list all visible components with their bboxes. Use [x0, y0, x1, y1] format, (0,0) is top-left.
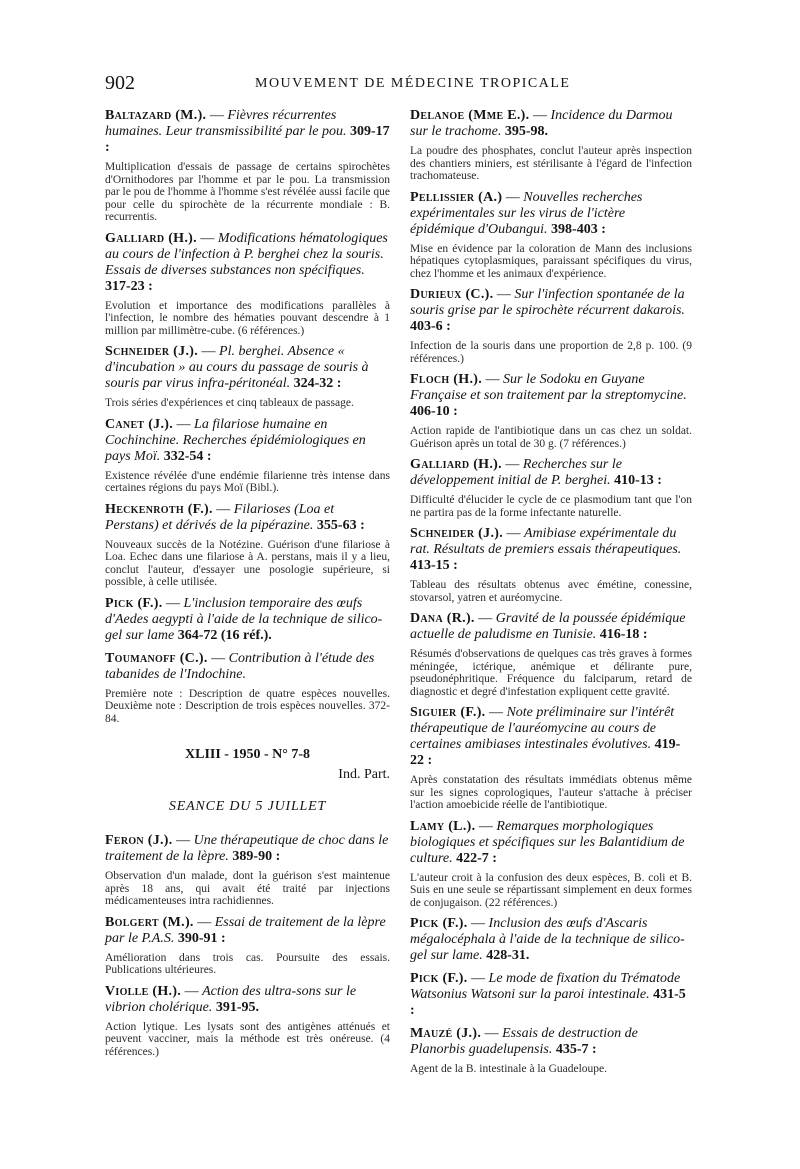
entry-pages: 355-63 : — [316, 517, 365, 533]
entry-pages: 398-403 : — [551, 221, 606, 237]
entry-author: Dana (R.). — [410, 611, 475, 626]
entry-reference: Floch (H.). — Sur le Sodoku en Guyane Française et son traitement par la streptomycine. 406-10 : — [410, 372, 687, 419]
entry-reference: Baltazard (M.). — Fièvres récurrentes humaines. Leur transmissibilité par le pou. 309-17 : — [105, 108, 390, 155]
entry-abstract: Multiplication d'essais de passage de certains spirochètes d'Ornithodores par l'homme et par le pou. La transmission par le pou de l'homme à l'homme s'est révélée aussi facile que pour celle du spirochète de la récurrente mondiale : B. recurrentis. — [105, 161, 390, 223]
entry-reference: Pellissier (A.) — Nouvelles recherches expérimentales sur les virus de l'ictère épidémique d'Oubangui. 398-403 : — [410, 189, 643, 237]
entry-pages: 390-91 : — [177, 930, 226, 946]
entry-title: Note préliminaire sur l'intérêt thérapeutique de l'auréomycine au cours de certaines amibiases intestinales évolutives. — [410, 705, 675, 752]
entry-pages: 332-54 : — [163, 448, 212, 464]
entry-title: Recherches sur le développement initial de P. berghei. — [410, 457, 622, 488]
entry-pages: 422-7 : — [456, 850, 497, 866]
entry-title: Amibiase expérimentale du rat. Résultats de premiers essais thérapeutiques. — [410, 526, 682, 557]
entry-author: Baltazard (M.). — [105, 108, 207, 123]
entry-abstract: Trois séries d'expériences et cinq tableaux de passage. — [105, 397, 354, 409]
bibliography-entry — [410, 190, 692, 281]
entry-reference: Pick (F.). — Inclusion des œufs d'Ascaris mégalocéphala à l'aide de la technique de silico-gel sur lame. 428-31. — [410, 916, 685, 963]
entry-title: Une thérapeutique de choc dans le traitement de la lèpre. — [105, 833, 389, 864]
entry-pages: 403-6 : — [410, 319, 451, 334]
entry-author: Delanoe (Mme E.). — [410, 108, 530, 123]
entry-title: Essais de destruction de Planorbis guadelupensis. — [410, 1026, 638, 1057]
entry-author: Toumanoff (C.). — [105, 650, 208, 666]
entry-abstract: Première note : Description de quatre espèces nouvelles. Deuxième note : Description de trois espèces nouvelles. 372-84. — [105, 687, 390, 725]
bibliography-entry — [105, 231, 390, 338]
bibliography-entry — [410, 611, 692, 698]
entry-pages: 435-7 : — [555, 1042, 597, 1057]
entry-title: Modifications hématologiques au cours de l'infection à P. berghei chez la souris. Essais de diverses substances non spécifiques. — [105, 230, 388, 278]
page-number: 902 — [105, 72, 135, 94]
bibliography-entry — [105, 344, 390, 410]
entry-pages: 324-32 : — [293, 376, 342, 391]
bibliography-entry — [410, 457, 692, 519]
entry-abstract: Agent de la B. intestinale à la Guadeloupe. — [410, 1063, 608, 1075]
bibliography-entry — [105, 108, 390, 224]
entry-pages: 389-90 : — [232, 849, 281, 864]
entry-reference: Canet (J.). — La filariose humaine en Cochinchine. Recherches épidémiologiques en pays Moï. 332-54 : — [105, 416, 366, 464]
entry-author: Pick (F.). — [105, 595, 163, 611]
issue-heading: XLIII - 1950 - N° 7-8 — [185, 747, 310, 762]
entry-title: Remarques morphologiques biologiques et spécifiques sur les Balantidium de culture. — [410, 818, 685, 866]
entry-author: Schneider (J.). — [410, 526, 504, 541]
entry-reference: Galliard (H.). — Recherches sur le développement initial de P. berghei. 410-13 : — [410, 457, 662, 488]
bibliography-entry — [105, 984, 390, 1059]
page-header — [105, 72, 710, 98]
entry-reference: Mauzé (J.). — Essais de destruction de Planorbis guadelupensis. 435-7 : — [410, 1026, 638, 1057]
entry-title: Sur l'infection spontanée de la souris grise par le spirochète récurrent dakarois. — [410, 287, 685, 318]
entry-title: Gravité de la poussée épidémique actuelle de paludisme en Tunisie. — [410, 611, 686, 642]
bibliography-entry — [410, 1026, 692, 1076]
entry-abstract: Action rapide de l'antibiotique dans un cas chez un soldat. Guérison après un total de 30 g. (7 références.) — [410, 425, 692, 450]
bibliography-entry — [410, 108, 692, 183]
entry-author: Feron (J.). — [105, 833, 173, 848]
entry-reference: Schneider (J.). — Amibiase expérimentale du rat. Résultats de premiers essais thérapeutiques. 413-15 : — [410, 526, 682, 573]
entry-reference: Schneider (J.). — Pl. berghei. Absence « d'incubation » au cours du passage de souris à souris par virus infra-péritonéal. 324-32 : — [105, 344, 369, 391]
entry-pages: 428-31. — [486, 948, 530, 963]
entry-reference: Bolgert (M.). — Essai de traitement de la lèpre par le P.A.S. 390-91 : — [105, 914, 386, 946]
entry-author: Pick (F.). — [410, 971, 468, 986]
entry-pages: 364-72 (16 réf.). — [177, 627, 272, 643]
entry-title: L'inclusion temporaire des œufs d'Aedes aegypti à l'aide de la technique de silico-gel sur lame — [105, 595, 383, 643]
entry-author: Violle (H.). — [105, 983, 182, 999]
entry-author: Bolgert (M.). — [105, 914, 194, 930]
entry-abstract: Mise en évidence par la coloration de Mann des inclusions hépatiques cytoplasmiques, paraissant spécifiques du virus, chez l'homme et les animaux d'expérience. — [410, 242, 692, 280]
entry-abstract: Evolution et importance des modifications parallèles à l'infection, le nombre des hématies pouvant descendre à 1 million par millimètre-cube. (6 références.) — [105, 299, 390, 337]
entry-title: Incidence du Darmou sur le trachome. — [410, 108, 673, 139]
entry-reference: Violle (H.). — Action des ultra-sons sur le vibrion cholérique. 391-95. — [105, 983, 357, 1015]
entry-abstract: Infection de la souris dans une proportion de 2,8 p. 100. (9 références.) — [410, 340, 692, 365]
entry-author: Durieux (C.). — [410, 287, 494, 302]
entry-author: Pellissier (A.) — [410, 189, 503, 205]
bibliography-entry — [410, 287, 692, 365]
entry-title: Fièvres récurrentes humaines. Leur transmissibilité par le pou. — [105, 108, 347, 139]
running-title: MOUVEMENT DE MÉDECINE TROPICALE — [255, 76, 571, 91]
entry-reference: Durieux (C.). — Sur l'infection spontanée de la souris grise par le spirochète récurrent dakarois. 403-6 : — [410, 287, 685, 334]
left-entries — [105, 108, 390, 725]
entry-author: Pick (F.). — [410, 916, 468, 931]
entry-title: Essai de traitement de la lèpre par le P.A.S. — [105, 914, 386, 946]
bibliography-entry — [410, 971, 692, 1019]
entry-abstract: Action lytique. Les lysats sont des antigènes atténués et peuvent vacciner, mais la méthode est très onéreuse. (4 références.) — [105, 1020, 390, 1058]
bibliography-entry — [410, 372, 692, 450]
entry-title: La filariose humaine en Cochinchine. Recherches épidémiologiques en pays Moï. — [105, 416, 366, 464]
bibliography-entry — [105, 417, 390, 495]
entry-author: Mauzé (J.). — [410, 1026, 482, 1041]
entry-reference: Galliard (H.). — Modifications hématologiques au cours de l'infection à P. berghei chez la souris. Essais de diverses substances non spécifiques. 317-23 : — [105, 230, 388, 294]
bibliography-entry — [105, 833, 390, 908]
entry-reference: Feron (J.). — Une thérapeutique de choc dans le traitement de la lèpre. 389-90 : — [105, 833, 389, 864]
bibliography-entry — [410, 526, 692, 604]
bibliography-entry — [410, 705, 692, 812]
entry-reference: Lamy (L.). — Remarques morphologiques biologiques et spécifiques sur les Balantidium de culture. 422-7 : — [410, 818, 685, 866]
entry-reference: Toumanoff (C.). — Contribution à l'étude des tabanides de l'Indochine. — [105, 650, 375, 682]
entry-reference: Dana (R.). — Gravité de la poussée épidémique actuelle de paludisme en Tunisie. 416-18 : — [410, 611, 686, 642]
entry-author: Heckenroth (F.). — [105, 501, 213, 517]
entry-pages: 309-17 : — [105, 124, 390, 155]
entry-pages: 395-98. — [504, 124, 549, 139]
right-column — [410, 108, 692, 1083]
entry-author: Schneider (J.). — [105, 344, 199, 359]
entry-abstract: L'auteur croit à la confusion des deux espèces, B. coli et B. Suis en une seule se répartissant simplement en deux formes de conjugaison. (22 références.) — [410, 871, 692, 909]
entry-pages: 406-10 : — [410, 404, 458, 419]
entry-abstract: Résumés d'observations de quelques cas très graves à formes méningée, ictérique, anémique et délirante pure, pseudonéphritique. Fréquence du falciparum, retard de diagnostic et degré d'infestation expliquent cette gravité. — [410, 648, 692, 698]
entry-pages: 419-22 : — [410, 737, 681, 768]
entry-author: Canet (J.). — [105, 416, 174, 432]
entry-abstract: Existence révélée d'une endémie filarienne très intense dans certaines régions du pays Moï (Bibl.). — [105, 469, 390, 494]
left-entries-after — [105, 833, 390, 1058]
entry-title: Inclusion des œufs d'Ascaris mégalocéphala à l'aide de la technique de silico-gel sur lame. — [410, 916, 685, 963]
entry-abstract: Tableau des résultats obtenus avec émétine, conessine, stovarsol, yatren et auréomycine. — [410, 579, 692, 604]
entry-pages: 391-95. — [215, 999, 259, 1015]
entry-pages: 410-13 : — [614, 473, 662, 488]
entry-pages: 416-18 : — [599, 627, 648, 642]
entry-title: Pl. berghei. Absence « d'incubation » au cours du passage de souris à souris par virus infra-péritonéal. — [105, 344, 369, 391]
entry-reference: Delanoe (Mme E.). — Incidence du Darmou sur le trachome. 395-98. — [410, 108, 673, 139]
bibliography-entry — [105, 915, 390, 977]
bibliography-entry — [105, 502, 390, 589]
bibliography-entry — [105, 651, 390, 726]
entry-title: Sur le Sodoku en Guyane Française et son traitement par la streptomycine. — [410, 372, 687, 403]
entry-reference: Pick (F.). — L'inclusion temporaire des œufs d'Aedes aegypti à l'aide de la technique de silico-gel sur lame 364-72 (16 réf.). — [105, 595, 383, 643]
entry-author: Floch (H.). — [410, 372, 483, 387]
right-entries — [410, 108, 692, 1076]
entry-pages: 431-5 : — [410, 987, 686, 1018]
left-column — [105, 108, 390, 1065]
entry-abstract: Difficulté d'élucider le cycle de ce plasmodium tant que l'on ne partira pas de la forme infectante naturelle. — [410, 494, 692, 519]
entry-title: Nouvelles recherches expérimentales sur les virus de l'ictère épidémique d'Oubangui. — [410, 189, 643, 237]
entry-abstract: La poudre des phosphates, conclut l'auteur après inspection des chantiers miniers, est stérilisante à l'égard de l'infection trachomateuse. — [410, 145, 692, 182]
ind-part-label: Ind. Part. — [338, 767, 390, 782]
entry-title: Filarioses (Loa et Perstans) et dérivés de la pipérazine. — [105, 501, 335, 533]
entry-reference: Pick (F.). — Le mode de fixation du Trématode Watsonius Watsoni sur la paroi intestinale. 431-5 : — [410, 971, 686, 1018]
entry-abstract: Amélioration dans trois cas. Poursuite des essais. Publications ultérieures. — [105, 951, 390, 976]
bibliography-entry — [410, 819, 692, 910]
entry-abstract: Nouveaux succès de la Notézine. Guérison d'une filariose à Loa. Echec dans une filariose à A. perstans, mais il y a lieu, conclut l'auteur, d'essayer une posologie supérieure, si possible, à celle utilisée. — [105, 538, 390, 588]
seance-heading: SEANCE DU 5 JUILLET — [168, 799, 327, 814]
entry-title: Action des ultra-sons sur le vibrion cholérique. — [105, 983, 357, 1015]
entry-abstract: Observation d'un malade, dont la guérison s'est maintenue après 18 ans, qui avait été traité par injections médicamenteuses intra rachidiennes. — [105, 870, 390, 907]
entry-author: Galliard (H.). — [105, 230, 197, 246]
entry-pages: 317-23 : — [105, 278, 153, 294]
entry-reference: Siguier (F.). — Note préliminaire sur l'intérêt thérapeutique de l'auréomycine au cours de certaines amibiases intestinales évolutives. 419-22 : — [410, 705, 681, 768]
entry-abstract: Après constatation des résultats immédiats obtenus même sur les signes coprologiques, l'auteur s'attache à préciser l'action amoebicide réelle de l'antibiotique. — [410, 774, 692, 811]
entry-author: Siguier (F.). — [410, 705, 486, 720]
entry-author: Galliard (H.). — [410, 457, 502, 472]
entry-author: Lamy (L.). — [410, 818, 476, 834]
bibliography-entry — [410, 916, 692, 964]
entry-pages: 413-15 : — [410, 558, 458, 573]
entry-title: Contribution à l'étude des tabanides de l'Indochine. — [105, 650, 375, 682]
entry-title: Le mode de fixation du Trématode Watsonius Watsoni sur la paroi intestinale. — [410, 971, 681, 1002]
bibliography-entry — [105, 596, 390, 644]
entry-reference: Heckenroth (F.). — Filarioses (Loa et Perstans) et dérivés de la pipérazine. 355-63 : — [105, 501, 365, 533]
